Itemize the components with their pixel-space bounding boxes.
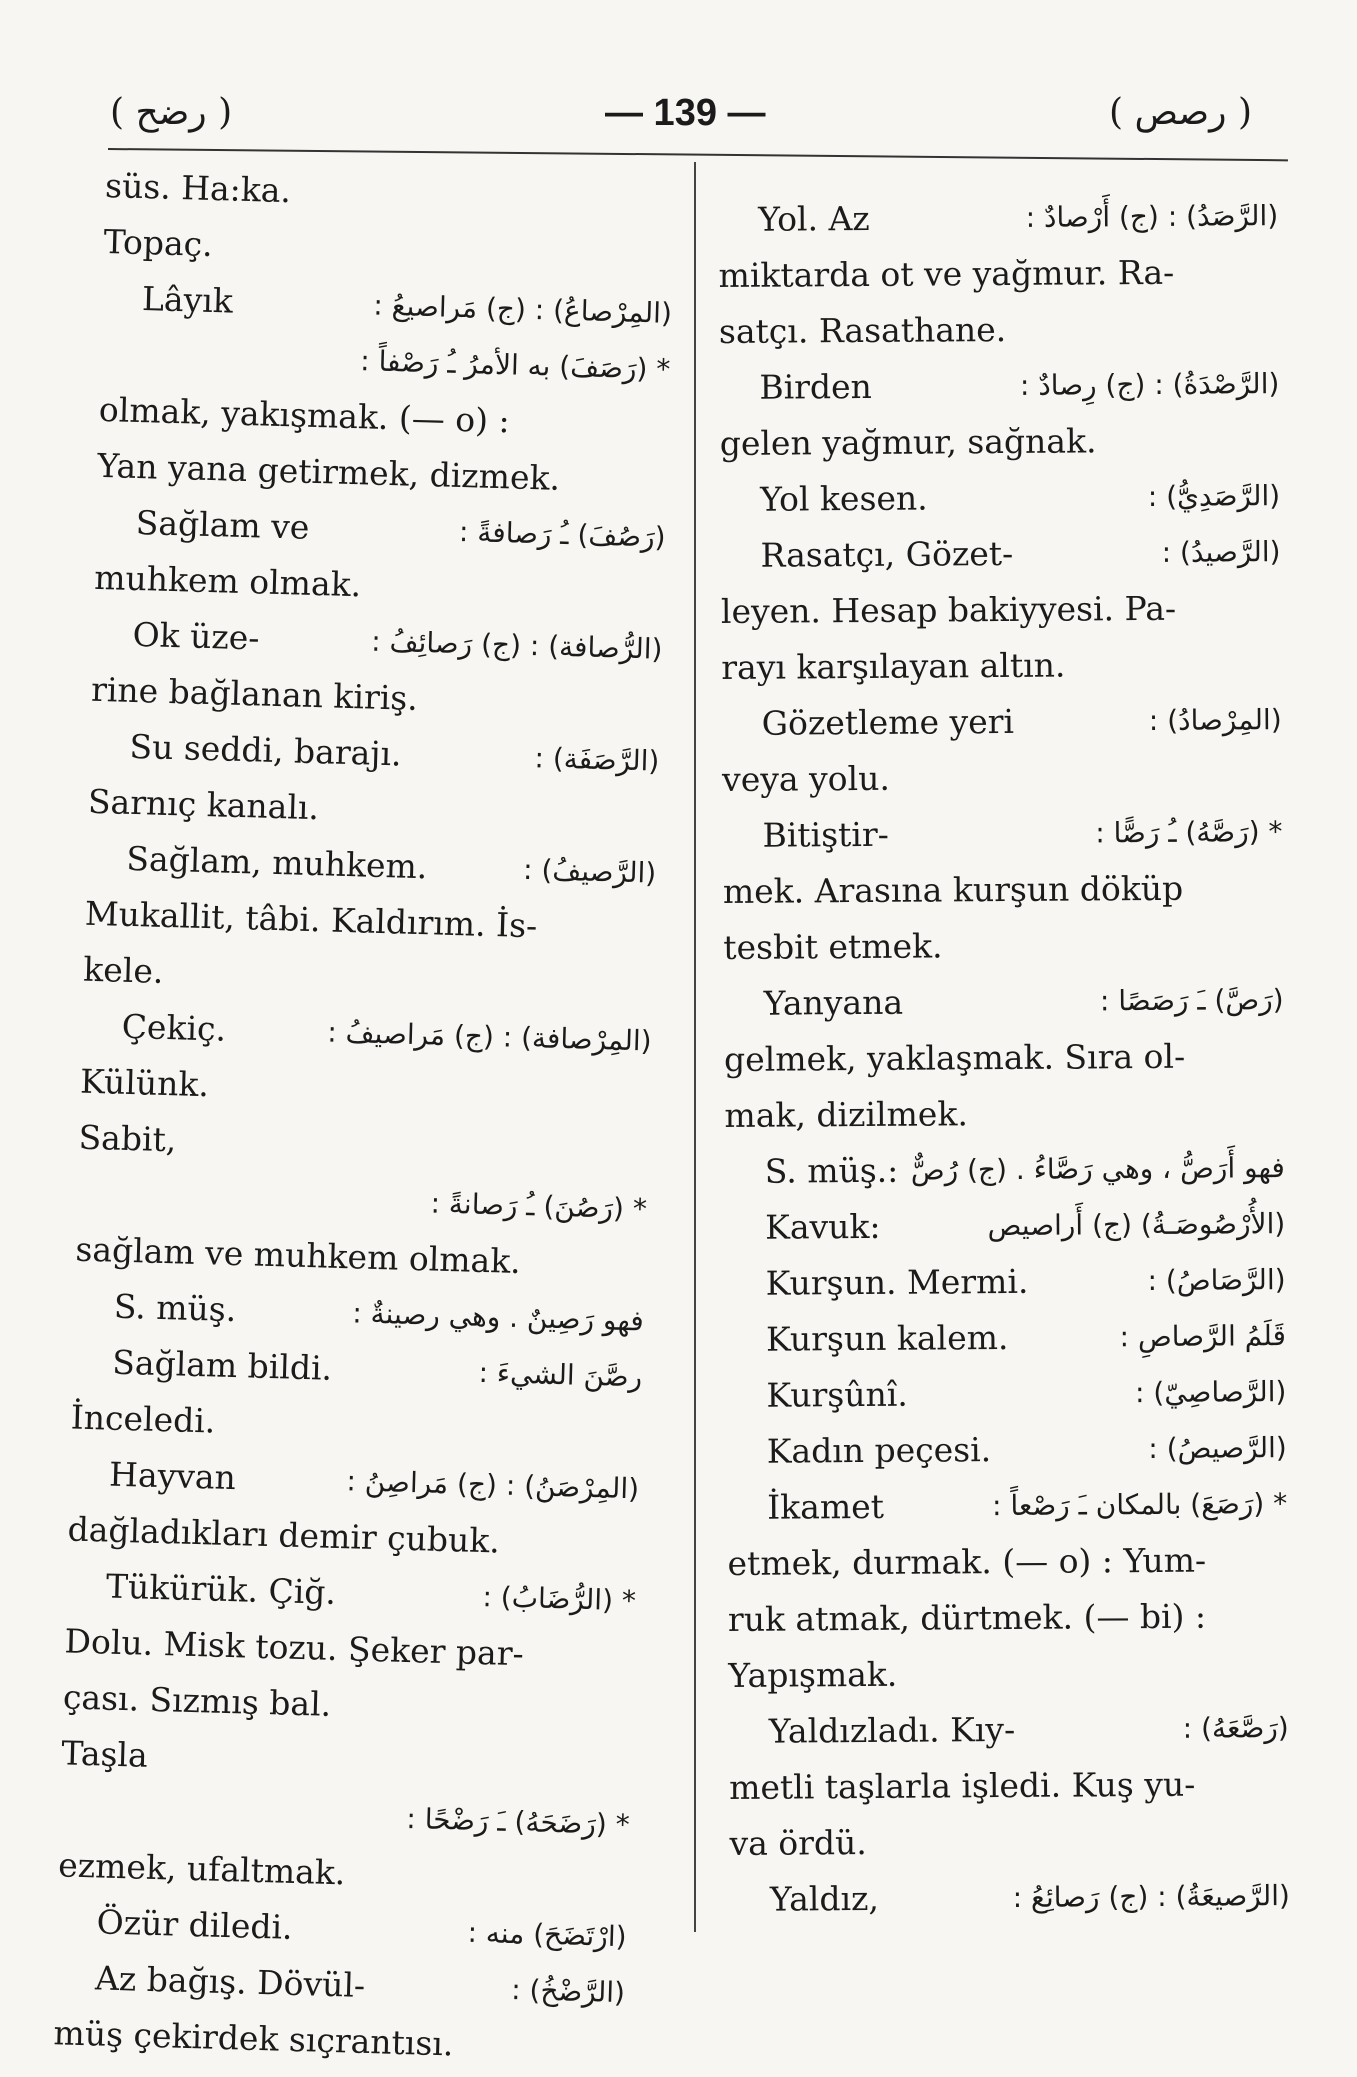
- entry-turkish: sağlam ve muhkem olmak.: [74, 1229, 522, 1282]
- entry-turkish: müş çekirdek sıçrantısı.: [53, 2013, 454, 2064]
- entry-turkish: çası. Sızmış bal.: [62, 1677, 332, 1724]
- entry-turkish: dağladıkları demir çubuk.: [67, 1509, 501, 1561]
- entry-arabic-headword: (الرَّصيدُ) :: [1161, 535, 1281, 569]
- entry-turkish: Kavuk:: [765, 1206, 881, 1247]
- entry-turkish: Dolu. Misk tozu. Şeker par-: [64, 1621, 525, 1674]
- entry-turkish: S. müş.:: [764, 1150, 899, 1191]
- entry-turkish: Sabit,: [78, 1117, 177, 1160]
- entry-turkish: İnceledi.: [70, 1397, 216, 1441]
- entry-turkish: metli taşlarla işledi. Kuş yu-: [729, 1764, 1196, 1807]
- entry-turkish: Ok üze-: [132, 614, 261, 658]
- entry-arabic-headword: * (رَضَحَهُ) ـَ رَضْحًا :: [405, 1802, 631, 1842]
- entry-arabic-headword: (الرَّصيصُ) :: [1148, 1431, 1287, 1466]
- entry-line: [726, 1364, 1286, 1424]
- entry-turkish: süs. Ha:ka.: [104, 165, 292, 211]
- entry-turkish: gelmek, yaklaşmak. Sıra ol-: [723, 1036, 1186, 1079]
- entry-line: [725, 1196, 1285, 1256]
- entry-arabic-headword: (المِرْصَنُ) : (ج) مَراصِنُ :: [346, 1464, 640, 1506]
- entry-arabic-headword: * (رَصَعَ) بالمكان ـَ رَصْعاً :: [991, 1487, 1288, 1523]
- entry-line: [721, 636, 1281, 696]
- header-right-root: ( رصص ): [1108, 92, 1252, 133]
- entry-turkish: mak, dizilmek.: [724, 1094, 969, 1135]
- entry-line: [730, 1868, 1290, 1928]
- entry-arabic-headword: (الرَّصيفُ) :: [522, 852, 657, 890]
- entry-line: [723, 972, 1283, 1032]
- entry-arabic-headword: (الرَّصيعَةُ) : (ج) رَصائِعُ :: [1012, 1879, 1291, 1914]
- entry-turkish: ezmek, ufaltmak.: [57, 1845, 346, 1893]
- entry-turkish: Lâyık: [141, 279, 234, 321]
- entry-line: [725, 1140, 1285, 1200]
- entry-turkish: Rasatçı, Gözet-: [760, 533, 1014, 575]
- entry-line: [718, 244, 1278, 304]
- entry-turkish: Çekiç.: [121, 1006, 227, 1049]
- entry-arabic-headword: * (رَصَفَ) به الأمرُ ـُ رَصْفاً :: [359, 344, 671, 386]
- entry-line: [723, 860, 1283, 920]
- entry-turkish: Sarnıç kanalı.: [87, 781, 320, 828]
- entry-turkish: Kadın peçesi.: [766, 1430, 992, 1471]
- page-number: — 139 —: [605, 92, 766, 134]
- entry-line: [727, 1476, 1287, 1536]
- entry-line: [727, 1420, 1287, 1480]
- entry-line: [729, 1812, 1289, 1872]
- entry-arabic-headword: (رَصَّعَهُ) :: [1182, 1711, 1289, 1745]
- entry-turkish: Birden: [759, 366, 872, 407]
- entry-line: [722, 748, 1282, 808]
- entry-turkish: Taşla: [60, 1733, 149, 1775]
- entry-arabic-headword: (الرُّصافة) : (ج) رَصائِفُ :: [370, 624, 663, 666]
- entry-line: [725, 1252, 1285, 1312]
- entry-turkish: Kurşun. Mermi.: [765, 1261, 1029, 1303]
- entry-turkish: Bitiştir-: [762, 814, 889, 855]
- entry-turkish: S. müş.: [113, 1286, 237, 1330]
- left-column: [53, 158, 676, 2077]
- entry-line: [722, 804, 1282, 864]
- entry-turkish: İkamet: [767, 1486, 885, 1527]
- entry-arabic-headword: (الرَّصْدَةُ) : (ج) رِصادٌ :: [1019, 367, 1280, 402]
- entry-turkish: Sağlam ve: [135, 502, 310, 547]
- entry-turkish: leyen. Hesap bakiyyesi. Pa-: [720, 588, 1177, 631]
- entry-arabic-headword: (الرَّضْخُ) :: [510, 1973, 626, 2010]
- entry-turkish: Su seddi, barajı.: [129, 726, 403, 774]
- entry-arabic-headword: (المِرْصادُ) :: [1148, 703, 1282, 738]
- entry-turkish: Az bağış. Dövül-: [94, 1958, 366, 2005]
- entry-turkish: Topaç.: [103, 221, 214, 265]
- entry-line: [728, 1588, 1288, 1648]
- entry-turkish: rine bağlanan kiriş.: [90, 669, 419, 718]
- entry-turkish: etmek, durmak. (— o) : Yum-: [727, 1540, 1207, 1583]
- entry-line: [729, 1756, 1289, 1816]
- entry-turkish: Kurşun kalem.: [765, 1318, 1009, 1359]
- entry-line: [729, 1700, 1289, 1760]
- entry-turkish: Sağlam bildi.: [111, 1342, 333, 1388]
- header-rule: [108, 148, 1288, 161]
- column-divider: [694, 162, 696, 1932]
- entry-arabic-headword: (المِرْصاعُ) : (ج) مَراصيعُ :: [372, 288, 673, 330]
- entry-turkish: Külünk.: [79, 1061, 210, 1105]
- entry-line: [719, 356, 1279, 416]
- entry-turkish: Özür diledi.: [96, 1902, 294, 1947]
- entry-turkish: ruk atmak, dürtmek. (— bi) :: [727, 1596, 1207, 1639]
- entry-arabic-headword: (المِرْصافة) : (ج) مَراصيفُ :: [326, 1015, 653, 1058]
- entry-arabic-headword: فهو أَرَصُّ ، وهي رَصَّاءُ . (ج) رُصٌّ: [910, 1151, 1285, 1187]
- entry-turkish: muhkem olmak.: [93, 557, 362, 605]
- entry-turkish: Yaldız,: [769, 1878, 880, 1919]
- entry-turkish: Sağlam, muhkem.: [125, 838, 428, 887]
- entry-line: [724, 1084, 1284, 1144]
- entry-turkish: Yaldızladı. Kıy-: [768, 1709, 1016, 1751]
- entry-arabic-headword: (الرَّصاصِيّ) :: [1134, 1375, 1287, 1410]
- entry-line: [726, 1308, 1286, 1368]
- entry-turkish: rayı karşılayan altın.: [721, 645, 1066, 687]
- entry-arabic-headword: فهو رَصِينٌ . وهي رصينةٌ :: [351, 1296, 645, 1338]
- entry-turkish: miktarda ot ve yağmur. Ra-: [718, 252, 1175, 295]
- entry-line: [718, 188, 1278, 248]
- entry-turkish: Tükürük. Çiğ.: [105, 1566, 337, 1612]
- entry-line: [724, 1028, 1284, 1088]
- entry-turkish: Kurşûnî.: [766, 1374, 908, 1415]
- entry-turkish: mek. Arasına kurşun döküp: [722, 868, 1184, 911]
- entry-line: [723, 916, 1283, 976]
- entry-turkish: Yan yana getirmek, dizmek.: [96, 445, 561, 498]
- entry-turkish: olmak, yakışmak. (— o) :: [98, 389, 511, 441]
- entry-line: [728, 1644, 1288, 1704]
- entry-line: [727, 1532, 1287, 1592]
- header-left-root: ( رضح ): [110, 92, 233, 133]
- entry-line: [720, 524, 1280, 584]
- entry-turkish: veya yolu.: [721, 758, 891, 799]
- entry-arabic-headword: (رَصُفَ) ـُ رَصافةً :: [458, 515, 667, 554]
- entry-arabic-headword: * (رَصُنَ) ـُ رَصانةً :: [430, 1186, 648, 1226]
- entry-line: [722, 692, 1282, 752]
- entry-turkish: kele.: [82, 949, 164, 991]
- entry-arabic-headword: (الرَّصَدُ) : (ج) أَرْصادٌ :: [1025, 199, 1279, 234]
- entry-turkish: tesbit etmek.: [723, 926, 943, 967]
- right-column: [718, 188, 1290, 1928]
- entry-turkish: va ördü.: [729, 1823, 867, 1863]
- entry-arabic-headword: رصَّنَ الشيءَ :: [478, 1355, 643, 1394]
- entry-arabic-headword: * (رَصَّهُ) ـُ رَصًّا :: [1095, 815, 1283, 850]
- entry-arabic-headword: (ارْتَضَحَ) منه :: [467, 1915, 627, 1954]
- entry-line: [719, 300, 1279, 360]
- entry-turkish: gelen yağmur, sağnak.: [719, 421, 1097, 463]
- entry-arabic-headword: * (الرُّضَابُ) :: [482, 1580, 637, 1618]
- entry-line: [720, 412, 1280, 472]
- entry-line: [721, 580, 1281, 640]
- entry-turkish: Yol kesen.: [760, 478, 928, 519]
- entry-turkish: Gözetleme yeri: [761, 701, 1015, 743]
- entry-arabic-headword: (الأُرْصُوصَـةُ) (ج) أَراصيص: [987, 1207, 1286, 1243]
- entry-arabic-headword: (الرَّصَفَة) :: [534, 741, 660, 778]
- entry-arabic-headword: (رَصَّ) ـَ رَصَصًا :: [1099, 983, 1284, 1018]
- entry-arabic-headword: (الرَّصَاصُ) :: [1147, 1263, 1286, 1298]
- entry-arabic-headword: قَلَمُ الرَّصاصِ :: [1119, 1319, 1287, 1354]
- entry-turkish: Mukallit, tâbi. Kaldırım. İs-: [84, 893, 538, 946]
- entry-turkish: satçı. Rasathane.: [718, 309, 1007, 351]
- entry-turkish: Yanyana: [763, 982, 904, 1023]
- entry-turkish: Yapışmak.: [728, 1654, 898, 1695]
- entry-arabic-headword: (الرَّصَدِيُّ) :: [1147, 479, 1281, 514]
- entry-line: [720, 468, 1280, 528]
- entry-turkish: Hayvan: [108, 1454, 237, 1498]
- entry-turkish: Yol. Az: [758, 198, 870, 239]
